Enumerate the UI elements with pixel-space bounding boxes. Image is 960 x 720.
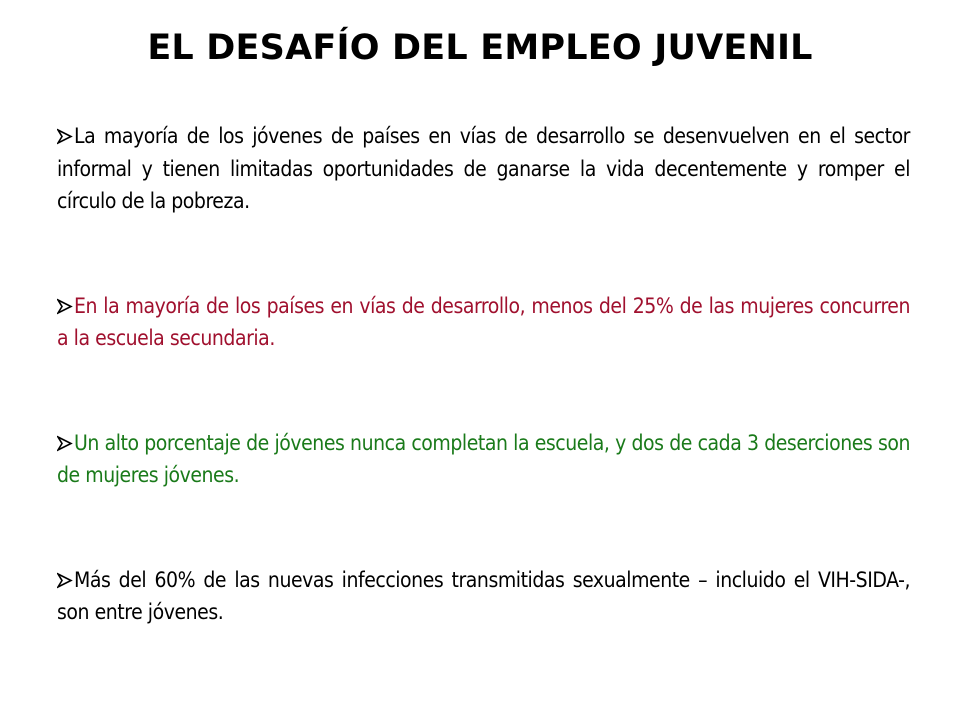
bullet-list bbox=[57, 112, 910, 629]
bullet-text: Más del 60% de las nuevas infecciones transmitidas sexualmente – incluido el VIH-SIDA-, son entre jóvenes. bbox=[57, 567, 910, 624]
slide-title: EL DESAFÍO DEL EMPLEO JUVENIL bbox=[147, 28, 813, 68]
arrow-bullet-icon bbox=[57, 572, 73, 589]
bullet-item bbox=[57, 564, 910, 629]
bullet-text: Un alto porcentaje de jóvenes nunca completan la escuela, y dos de cada 3 deserciones son de mujeres jóvenes. bbox=[57, 430, 910, 487]
arrow-bullet-icon bbox=[57, 128, 73, 145]
bullet-item bbox=[57, 427, 910, 492]
arrow-bullet-icon bbox=[57, 435, 73, 452]
bullet-item bbox=[57, 120, 910, 218]
bullet-item bbox=[57, 290, 910, 355]
arrow-bullet-icon bbox=[57, 298, 73, 315]
bullet-text: La mayoría de los jóvenes de países en vías de desarrollo se desenvuelven en el sector informal y tienen limitadas oportunidades de ganarse la vida decentemente y romper el círculo de la pobreza. bbox=[57, 124, 910, 213]
bullet-text: En la mayoría de los países en vías de desarrollo, menos del 25% de las mujeres concurren a la escuela secundaria. bbox=[57, 293, 910, 350]
